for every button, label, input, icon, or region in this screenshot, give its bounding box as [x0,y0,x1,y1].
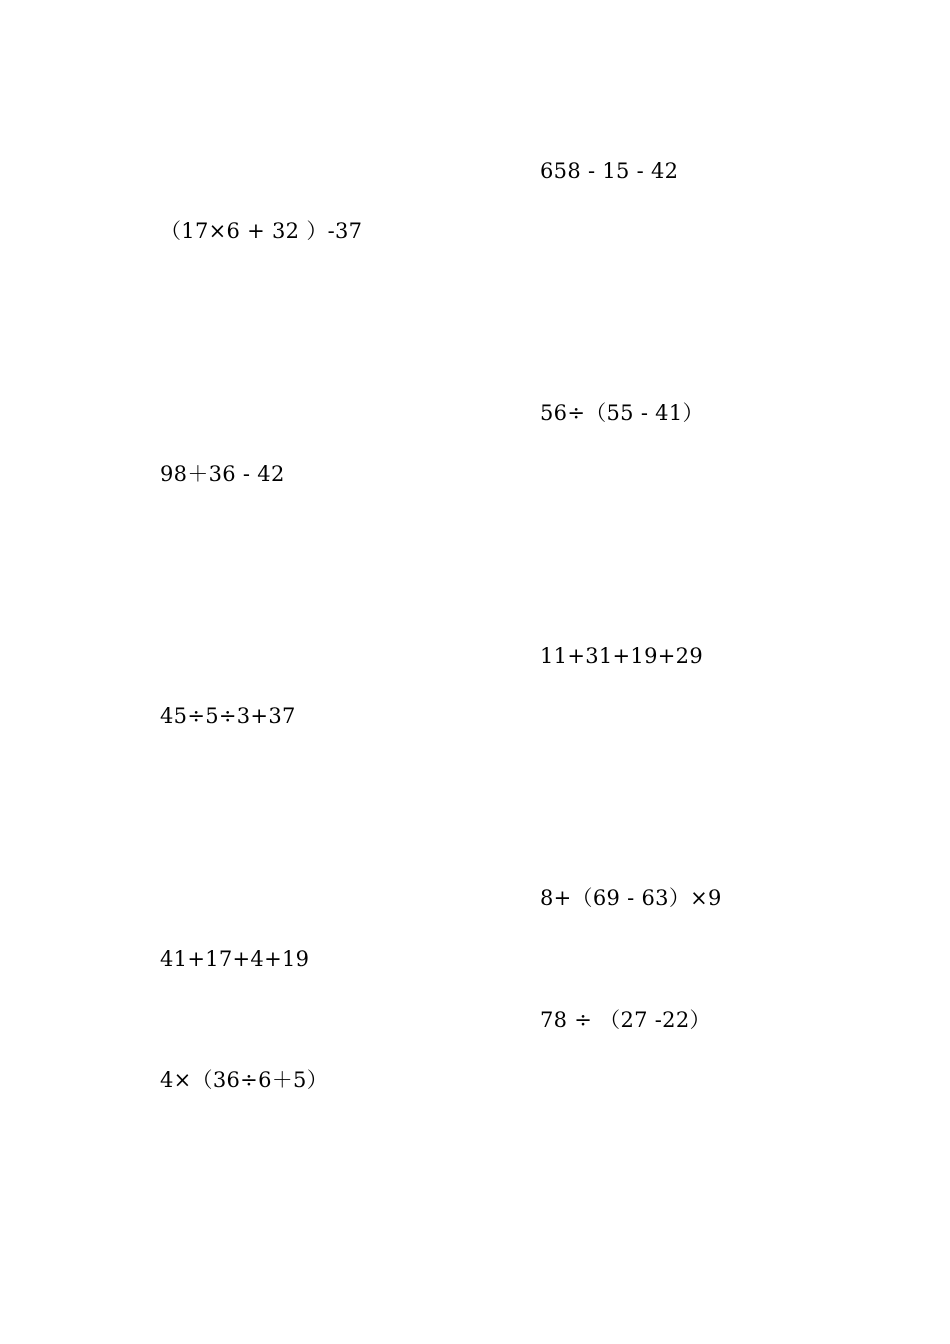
expression-left-4: 41+17+4+19 [160,947,310,971]
expression-right-3: 11+31+19+29 [540,644,703,668]
expression-right-5: 78 ÷ （27 -22） [540,1008,711,1032]
expression-right-4: 8+（69 - 63）×9 [540,886,722,910]
expression-left-5: 4×（36÷6＋5） [160,1068,328,1092]
expression-right-2: 56÷（55 - 41） [540,401,704,425]
expression-left-2: 98＋36 - 42 [160,462,285,486]
expression-right-1: 658 - 15 - 42 [540,159,679,183]
expression-left-3: 45÷5÷3+37 [160,704,296,728]
expression-left-1: （17×6 + 32 ）-37 [160,219,363,243]
